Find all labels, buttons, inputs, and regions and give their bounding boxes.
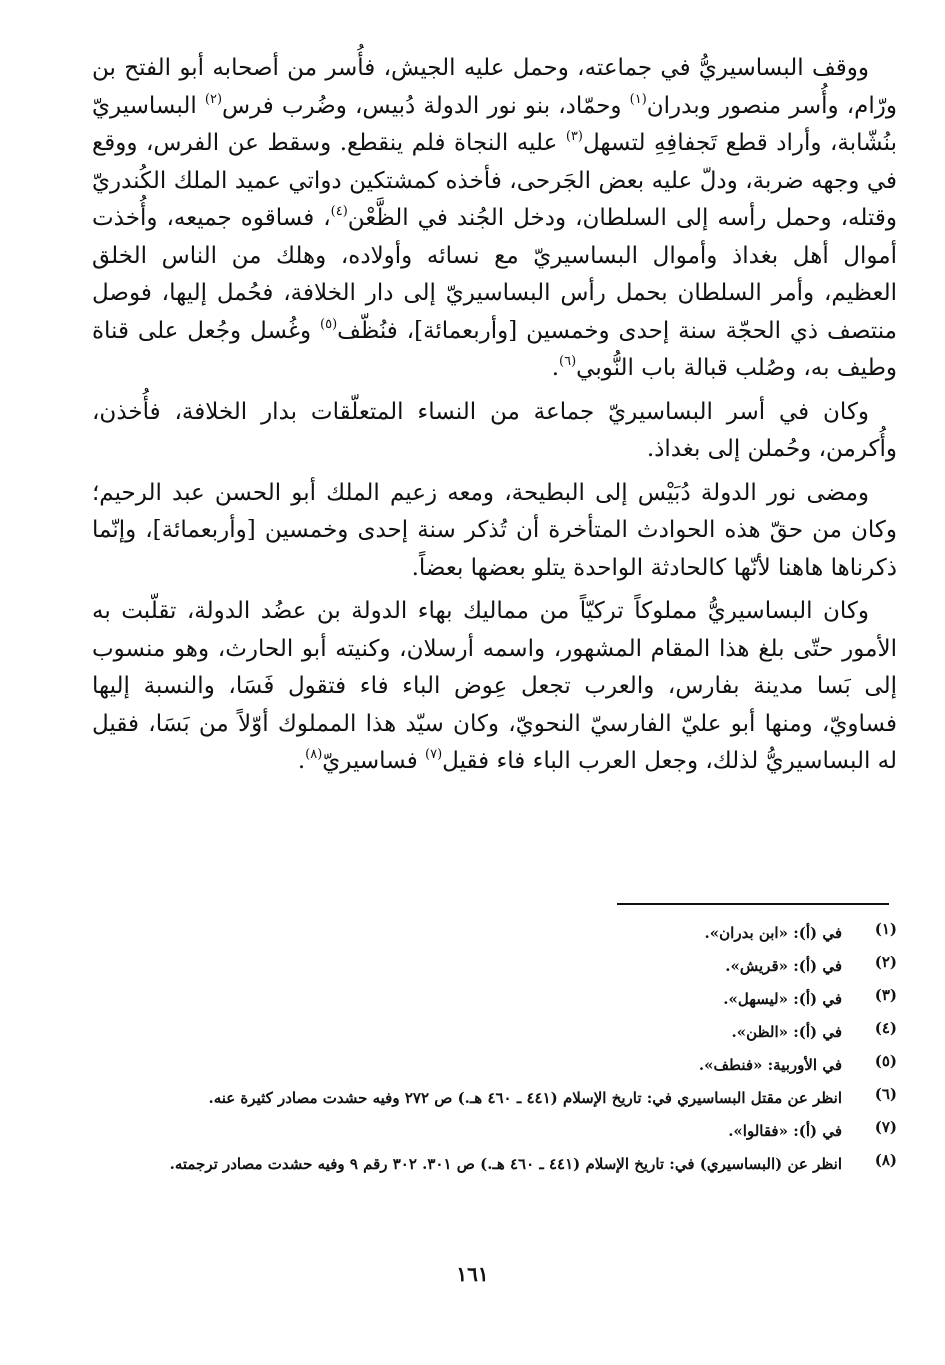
paragraph-text: ووقف البساسيريُّ في جماعته، وحمل عليه الجيش، فأُسر من أصحابه أبو الفتح بن ورّام، وأُسر منصور وبدران xyxy=(92,55,897,119)
footnote-item xyxy=(92,1151,897,1184)
paragraph xyxy=(92,394,897,469)
paragraph-text: عليه النجاة فلم ينقطع. وسقط عن الفرس، ووقع في وجهه ضربة، ودلّ عليه بعض الجَرحى، فأخذه كمشتكين دواتي عميد الملك الكُندريّ وقتله، وحمل رأسه إلى السلطان، ودخل الجُند في الظَّعْن xyxy=(92,130,897,231)
footnote-item xyxy=(92,953,897,986)
footnote-separator xyxy=(617,903,889,905)
footnote-marker: (٣) xyxy=(565,129,583,144)
paragraph-text: فساسيريّ xyxy=(322,748,426,774)
footnotes xyxy=(92,920,897,1184)
footnote-text: في (أ): «ليسهل». xyxy=(723,990,842,1008)
paragraph xyxy=(92,593,897,781)
footnote-item xyxy=(92,986,897,1019)
paragraph xyxy=(92,50,897,388)
footnote-number: (٧) xyxy=(874,1118,897,1136)
paragraph-text: البساسيريّ بنُشّابة، وأراد قطع تَجفافِهِ لتسهل xyxy=(92,92,898,156)
main-text xyxy=(92,50,897,787)
footnote-number: (٢) xyxy=(874,953,897,971)
footnote-marker: (٦) xyxy=(559,354,577,369)
footnote-marker: (١) xyxy=(629,91,647,107)
paragraph-text: وكان في أسر البساسيريّ جماعة من النساء المتعلّقات بدار الخلافة، فأُخذن، وأُكرمن، وحُملن إلى بغداذ. xyxy=(92,398,897,462)
footnote-item xyxy=(92,920,897,953)
footnote-item xyxy=(92,1019,897,1052)
footnote-marker: (٤) xyxy=(330,204,348,219)
footnote-item xyxy=(92,1118,897,1151)
page-number: ١٦١ xyxy=(456,1262,489,1286)
footnote-text: في (أ): «الظن». xyxy=(731,1023,842,1041)
footnote-text: في (أ): «قريش». xyxy=(725,957,842,975)
footnote-text: في (أ): «فقالوا». xyxy=(728,1122,842,1140)
paragraph-text: ومضى نور الدولة دُبَيْس إلى البطيحة، ومعه زعيم الملك أبو الحسن عبد الرحيم؛ وكان من حقّ هذه الحوادث المتأخرة أن تُذكر سنة إحدى وخمسين [وأربعمائة]، وإنّما ذكرناها هاهنا لأنّها كالحادثة الواحدة يتلو بعضها بعضاً. xyxy=(92,479,897,581)
footnote-number: (٨) xyxy=(874,1151,897,1169)
footnote-marker: (٧) xyxy=(425,747,443,762)
footnote-number: (٣) xyxy=(874,986,897,1004)
paragraph-text: ، فساقوه جميعه، وأُخذت أموال أهل بغداذ وأموال البساسيريّ مع نسائه وأولاده، وهلك من الناس الخلق العظيم، وأمر السلطان بحمل رأس البساسيريّ إلى دار الخلافة، فحُمل إليها، فوصل منتصف ذي الحجّة سنة إحدى وخمسين [وأربعمائة]، فنُظّف xyxy=(92,205,898,344)
paragraph-text: وكان البساسيريُّ مملوكاً تركيّاً من مماليك بهاء الدولة بن عضُد الدولة، تقلّبت به الأمور حتّى بلغ هذا المقام المشهور، واسمه أرسلان، وكنيته أبو الحارث، وهو منسوب إلى بَسا مدينة بفارس، والعرب تجعل عِوض الباء فاء فتقول فَسَا، والنسبة إليها فساويّ، ومنها أبو عليّ الفارسيّ النحويّ، وكان سيّد هذا المملوك أوّلاً من بَسَا، فقيل له البساسيريُّ لذلك، وجعل العرب الباء فاء فقيل xyxy=(92,598,897,774)
footnote-marker: (٢) xyxy=(204,91,223,107)
footnote-item xyxy=(92,1052,897,1085)
footnote-number: (١) xyxy=(874,920,897,938)
footnote-marker: (٨) xyxy=(305,747,323,762)
footnote-text: انظر عن مقتل البساسيري في: تاريخ الإسلام (٤٤١ ـ ٤٦٠ هـ.) ص ٢٧٢ وفيه حشدت مصادر كثيرة عنه. xyxy=(208,1089,842,1107)
footnote-number: (٦) xyxy=(874,1085,897,1103)
footnote-number: (٤) xyxy=(874,1019,897,1037)
paragraph xyxy=(92,475,897,588)
footnote-number: (٥) xyxy=(874,1052,897,1070)
footnote-item xyxy=(92,1085,897,1118)
paragraph-text: وحمّاد، بنو نور الدولة دُبيس، وضُرب فرس xyxy=(222,92,630,119)
footnote-text: في الأوربية: «فنطف». xyxy=(698,1056,842,1074)
paragraph-text: . xyxy=(297,748,306,774)
footnote-text: في (أ): «ابن بدران». xyxy=(704,924,842,942)
paragraph-text: وغُسل وجُعل على قناة وطيف به، وصُلب قبالة باب النُّوبي xyxy=(92,317,897,381)
footnote-text: انظر عن (البساسيري) في: تاريخ الإسلام (٤٤١ ـ ٤٦٠ هـ.) ص ٣٠١. ٣٠٢ رقم ٩ وفيه حشدت مصادر ترجمته. xyxy=(169,1155,842,1173)
footnote-marker: (٥) xyxy=(320,316,338,332)
paragraph-text: . xyxy=(551,355,560,381)
